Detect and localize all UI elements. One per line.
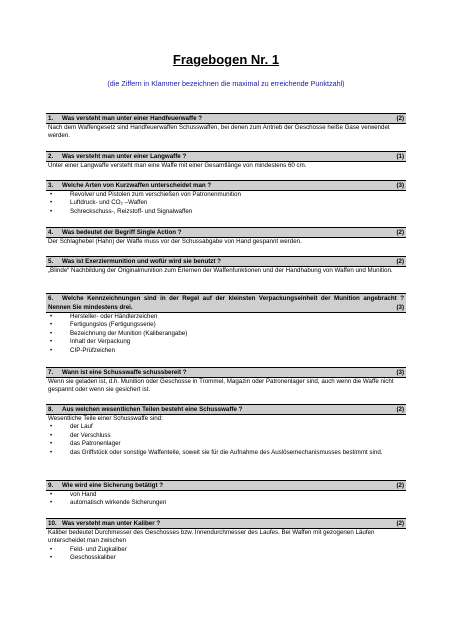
question-header xyxy=(46,151,406,162)
question-7 xyxy=(46,367,406,395)
question-header xyxy=(46,367,406,378)
question-number: 8. xyxy=(48,406,54,413)
question-10 xyxy=(46,518,406,563)
list-item: • Inhalt der Verpackung xyxy=(48,338,404,346)
question-header xyxy=(46,113,406,124)
answer-list xyxy=(48,491,404,508)
list-item: • Revolver und Pistolen zum verschießen von Patronenmunition xyxy=(48,191,404,199)
question-text: Welche Kennzeichnungen sind in der Regel auf der kleinsten Verpackungseinheit der Munition angebracht ? Nennen Sie mindestens drei. xyxy=(48,295,404,311)
question-text: Was versteht man unter einer Handfeuerwaffe ? xyxy=(62,115,203,122)
answer-text: Wesentliche Teile einer Schusswaffe sind: xyxy=(48,415,163,422)
question-header xyxy=(46,180,406,191)
answer-text: Der Schlaghebel (Hahn) der Waffe muss vor der Schussabgabe von Hand gespannt werden. xyxy=(48,238,302,245)
page-subtitle: (die Ziffern in Klammer bezeichnen die maximal zu erreichende Punktzahl) xyxy=(107,79,345,88)
list-item: • Geschosskaliber xyxy=(48,554,404,562)
list-item: • Fertigungslos (Fertigungsserie) xyxy=(48,321,404,329)
question-text: Was ist Exerziermunition und wofür wird sie benutzt ? xyxy=(62,258,221,265)
question-points: (2) xyxy=(396,258,404,265)
list-item: • Schreckschuss-, Reizstoff- und Signalwaffen xyxy=(48,208,404,216)
answer-text: „Blinde“ Nachbildung der Originalmunition zum Erlernen der Waffenfunktionen und der Handhabung von Waffen und Munition. xyxy=(48,267,393,274)
question-number: 6. xyxy=(48,295,54,302)
question-points: (2) xyxy=(396,520,404,527)
list-item: • der Verschluss xyxy=(48,432,404,440)
answer-text: Kaliber bedeutet Durchmesser des Geschosses bzw. Innendurchmesser des Laufes. Bei Waffen mit gezogenen Läufen unterscheidet man zwischen xyxy=(48,529,375,545)
question-text: Wann ist eine Schusswaffe schussbereit ? xyxy=(62,369,187,376)
question-1 xyxy=(46,113,406,141)
answer-list xyxy=(48,313,404,355)
list-item: • das Griffstück oder sonstige Waffenteile, soweit sie für die Aufnahme des Auslösemechanismusses bestimmt sind. xyxy=(48,449,404,457)
answer-list xyxy=(48,191,404,216)
question-text: Welche Arten von Kurzwaffen unterscheidet man ? xyxy=(62,182,212,189)
question-points: (3) xyxy=(396,369,404,376)
question-points: (1) xyxy=(396,153,404,160)
question-header xyxy=(46,227,406,238)
list-item: • das Patronenlager xyxy=(48,440,404,448)
question-header xyxy=(46,293,406,313)
answer-text: Nach dem Waffengesetz sind Handfeuerwaffen Schusswaffen, bei denen zum Antrieb der Geschosse heiße Gase verwendet werden. xyxy=(48,124,390,140)
list-item: • automatisch wirkende Sicherungen xyxy=(48,499,404,507)
question-text: Was bedeutet der Begriff Single Action ? xyxy=(62,229,182,236)
question-number: 2. xyxy=(48,153,54,160)
answer-list xyxy=(48,423,404,457)
question-number: 1. xyxy=(48,115,54,122)
question-number: 10. xyxy=(48,520,57,527)
question-points: (3) xyxy=(396,182,404,189)
question-8 xyxy=(46,404,406,457)
question-6 xyxy=(46,293,406,355)
answer-list xyxy=(48,546,404,563)
question-number: 9. xyxy=(48,482,54,489)
question-points: (2) xyxy=(396,115,404,122)
question-number: 3. xyxy=(48,182,54,189)
question-5 xyxy=(46,256,406,275)
question-points: (2) xyxy=(396,482,404,489)
question-9 xyxy=(46,480,406,508)
question-3 xyxy=(46,180,406,216)
question-points: (2) xyxy=(396,406,404,413)
question-points: (2) xyxy=(396,229,404,236)
question-text: Was versteht man unter einer Langwaffe ? xyxy=(62,153,187,160)
question-header xyxy=(46,518,406,529)
list-item: • Feld- und Zugkaliber xyxy=(48,546,404,554)
question-text: Wie wird eine Sicherung betätigt ? xyxy=(62,482,164,489)
answer-text: Wenn sie geladen ist, d.h. Munition oder Geschosse in Trommel, Magazin oder Patronenlager sind, auch wenn die Waffe nicht gespannt oder wenn sie gesichert ist. xyxy=(48,378,394,394)
list-item: • Luftdruck- und CO₂ –Waffen xyxy=(48,199,404,207)
question-text: Was versteht man unter Kaliber ? xyxy=(62,520,161,527)
question-4 xyxy=(46,227,406,246)
answer-text: Unter einer Langwaffe versteht man eine Waffe mit einer Gesamtlänge von mindestens 60 cm. xyxy=(48,162,307,169)
question-header xyxy=(46,404,406,415)
question-points: (3) xyxy=(396,304,404,311)
list-item: • Bezeichnung der Munition (Kaliberangabe) xyxy=(48,330,404,338)
list-item: • von Hand xyxy=(48,491,404,499)
list-item: • CIP-Prüfzeichen xyxy=(48,347,404,355)
list-item: • der Lauf xyxy=(48,423,404,431)
list-item: • Hersteller- oder Händlerzeichen xyxy=(48,313,404,321)
question-2 xyxy=(46,151,406,170)
question-header xyxy=(46,256,406,267)
question-number: 7. xyxy=(48,369,54,376)
question-number: 4. xyxy=(48,229,54,236)
question-text: Aus welchen wesentlichen Teilen besteht eine Schusswaffe ? xyxy=(62,406,243,413)
question-header xyxy=(46,480,406,491)
question-number: 5. xyxy=(48,258,54,265)
page-title: Fragebogen Nr. 1 xyxy=(172,52,280,67)
